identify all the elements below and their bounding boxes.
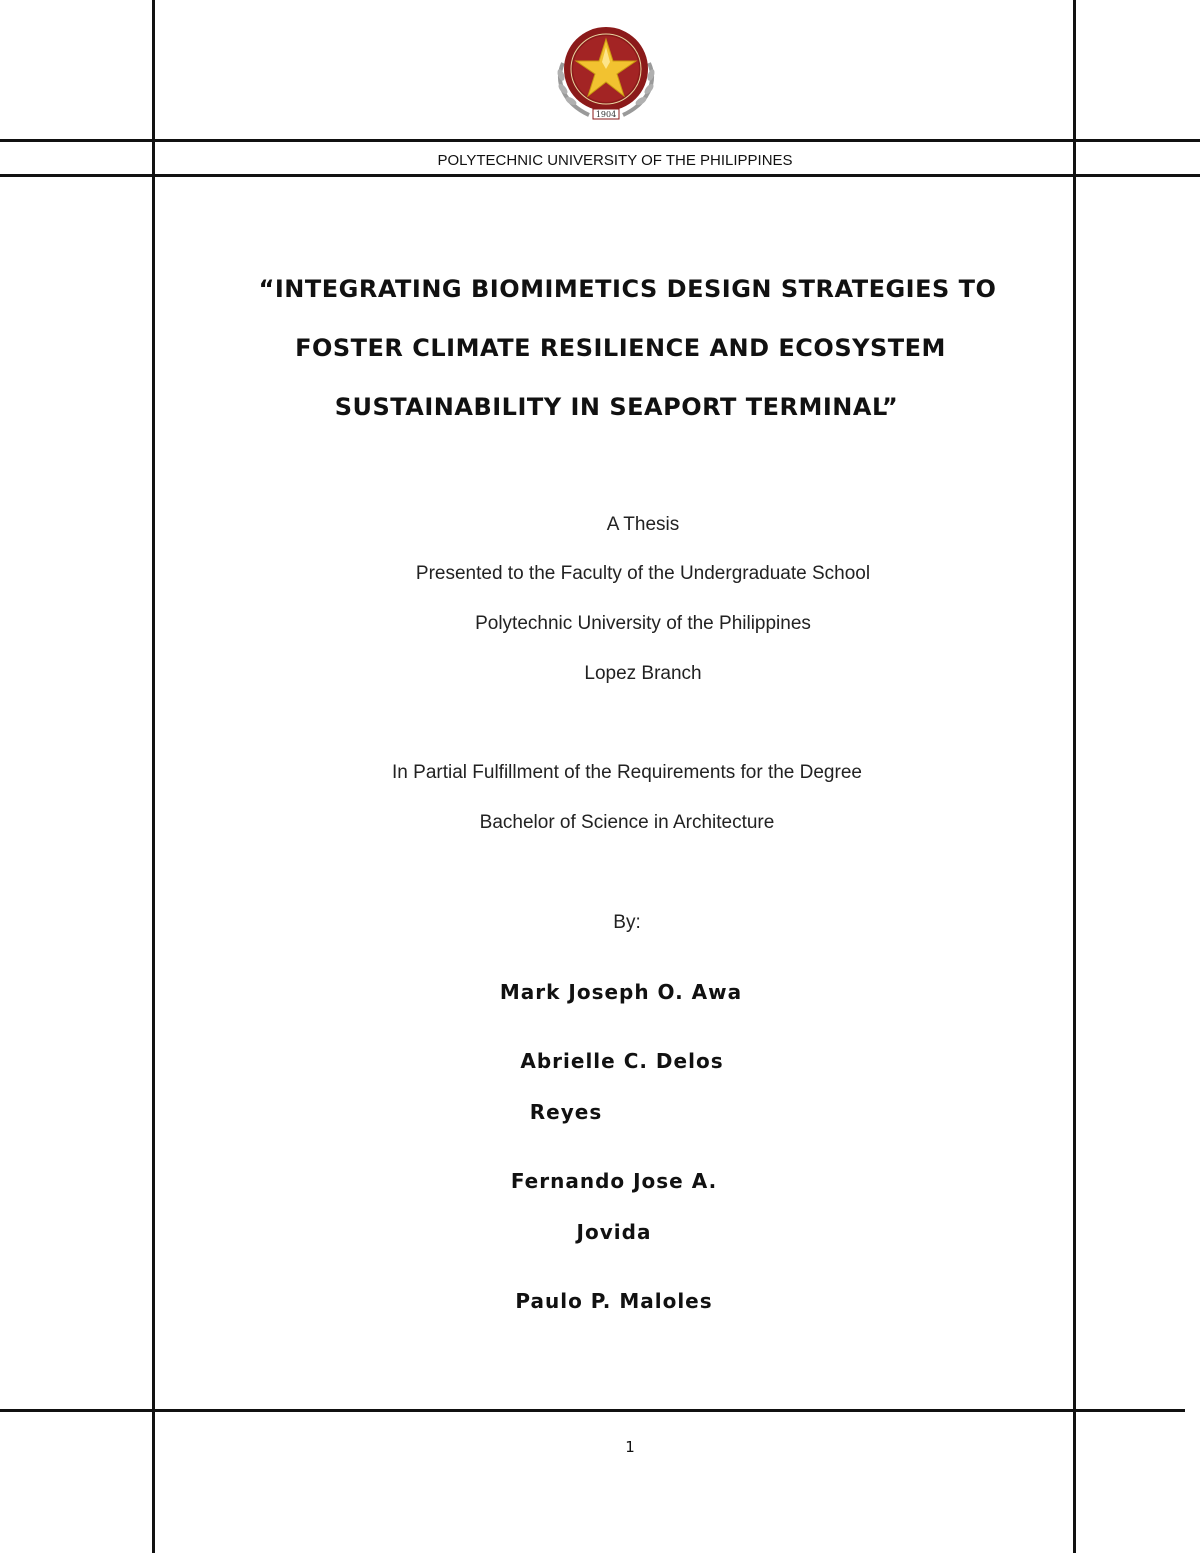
header-university-name: POLYTECHNIC UNIVERSITY OF THE PHILIPPINES: [437, 152, 793, 169]
page-number: 1: [625, 1438, 635, 1456]
author-2-line-2: Reyes: [529, 1100, 603, 1124]
thesis-kind: A Thesis: [606, 514, 680, 535]
header-top-rule: [0, 139, 1200, 142]
author-4: Paulo P. Maloles: [515, 1289, 713, 1313]
footer-top-rule: [0, 1409, 1185, 1412]
thesis-title-line-2: FOSTER CLIMATE RESILIENCE AND ECOSYSTEM: [295, 334, 946, 362]
author-3-line-1: Fernando Jose A.: [510, 1169, 718, 1193]
left-margin-rule: [152, 0, 155, 1553]
thesis-title-line-1: “INTEGRATING BIOMIMETICS DESIGN STRATEGIES TO: [258, 275, 997, 303]
author-2-line-1: Abrielle C. Delos: [520, 1049, 724, 1073]
branch-name: Lopez Branch: [584, 663, 702, 684]
degree-name: Bachelor of Science in Architecture: [479, 812, 775, 833]
header-bottom-rule: [0, 174, 1200, 177]
author-3-line-2: Jovida: [576, 1220, 652, 1244]
presented-to: Presented to the Faculty of the Undergraduate School: [415, 563, 871, 584]
by-label: By:: [613, 912, 641, 933]
fulfillment-statement: In Partial Fulfillment of the Requirements for the Degree: [392, 762, 862, 783]
university-name: Polytechnic University of the Philippines: [475, 613, 811, 634]
author-1: Mark Joseph O. Awa: [499, 980, 743, 1004]
university-seal-icon: [553, 25, 659, 121]
thesis-title-line-3: SUSTAINABILITY IN SEAPORT TERMINAL”: [334, 393, 899, 421]
svg-text:1904: 1904: [595, 110, 617, 119]
